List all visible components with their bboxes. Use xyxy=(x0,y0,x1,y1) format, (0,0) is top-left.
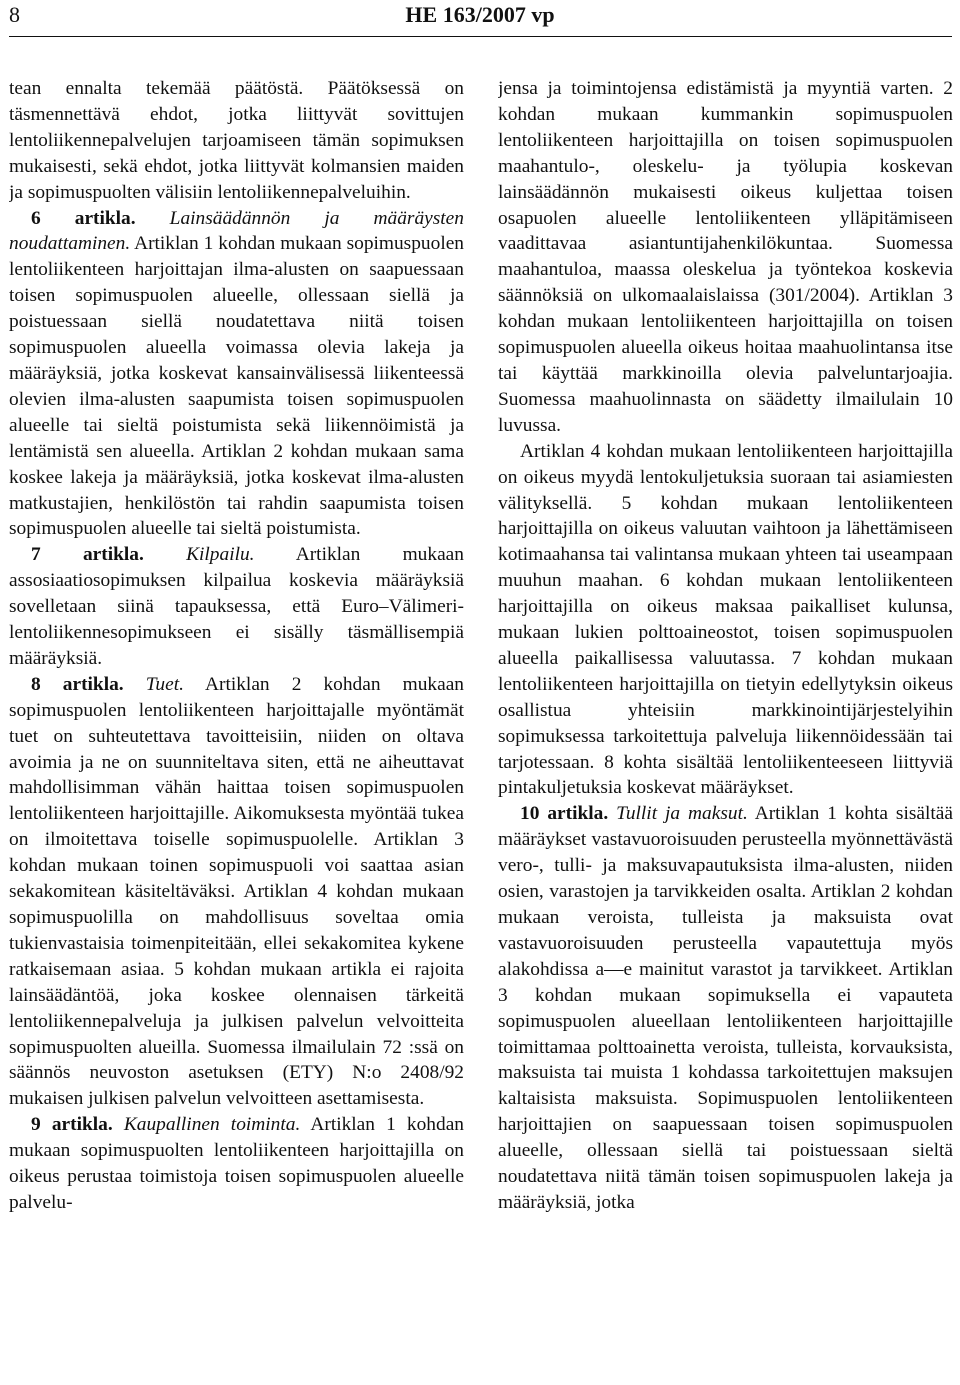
article-10-text: Artiklan 1 kohta sisältää määräykset vastavuoroisuuden perusteella myönnettävästä vero-, tulli- ja maksuvapautuksista ilma-alusten, niiden osien, varastojen ja tarvikkeiden osalta. Artiklan 2 kohdan mukaan veroista, tulleista ja maksuista ovat vastavuoroisuuden perusteella vapautettuja myös alakohdissa a—e mainitut varastot ja tarvikkeet. Artiklan 3 kohdan mukaan sopimuksella ei vapauteta sopimuspuolen alueellaan lentoliikenteen harjoittajille toimittamaa polttoainetta veroista, tulleista, korvauksista, maksuista tai muista 1 kohdassa tarkoitettujen maksujen kaltaisista maksuista. Sopimuspuolen lentoliikenteen harjoittajien on saapuessaan toisen sopimuspuolen alueelle, ollessaan siellä tai poistuessaan sieltä noudatettava niitä tämän toisen sopimuspuolen lakeja ja määräyksiä, jotka xyxy=(498,803,953,1213)
paragraph-continuation: jensa ja toimintojensa edistämistä ja myyntiä varten. 2 kohdan mukaan kummankin sopimuspuolen lentoliikenteen harjoittajilla on toisen sopimuspuolen maahantulo-, oleskelu- ja työlupia koskevan lainsäädännön mukaisesti oikeus kuljettaa toisen osapuolen alueelle lentoliikenteen ylläpitämiseen vaadittavaa asiantuntijahenkilökuntaa. Suomessa maahantuloa, maassa oleskelua ja työntekoa koskevia säännöksiä on ulkomaalaislaissa (301/2004). Artiklan 3 kohdan mukaan lentoliikenteen harjoittajilla on toisen sopimuspuolen alueella oikeus hoitaa maahuolintansa itse tai käyttää markkinoilla olevia palveluntarjoajia. Suomessa maahuolinnasta on säädetty ilmailulain 10 luvussa. xyxy=(498,78,953,436)
left-column xyxy=(9,76,464,1381)
page-number: 8 xyxy=(9,2,20,27)
article-7-paragraph xyxy=(9,542,464,672)
header-rule xyxy=(9,36,952,37)
article-6-paragraph xyxy=(9,206,464,543)
article-6-title: Lainsäädännön ja määräysten noudattaminen. xyxy=(9,207,464,255)
article-8-title: Tuet. xyxy=(145,673,184,695)
article-8-paragraph xyxy=(9,672,464,1112)
article-9-label: 9 artikla. xyxy=(31,1114,113,1136)
article-9-title: Kaupallinen toiminta. xyxy=(123,1114,301,1136)
article-10-paragraph xyxy=(498,801,953,1216)
article-8-label: 8 artikla. xyxy=(31,673,124,695)
article-7-title: Kilpailu. xyxy=(186,544,255,566)
article-9-text: Artiklan 1 kohdan mukaan sopimuspuolten lentoliikenteen harjoittajilla on oikeus perustaa toimistoja toisen sopimuspuolen alueelle palvelu- xyxy=(9,1114,464,1213)
article-8-text: Artiklan 2 kohdan mukaan sopimuspuolen lentoliikenteen harjoittajalle myöntämät tuet on suhteutettava tavoitteisiin, niiden on oltava avoimia ja ne on suunniteltava siten, että ne aiheuttavat mahdollisimman vähän haittaa toisen sopimuspuolen lentoliikenteen harjoittajille. Aikomuksesta myöntää tukea on ilmoitettava toiselle sopimuspuolelle. Artiklan 3 kohdan mukaan toinen sopimuspuoli voi saattaa asian sekakomitean käsiteltäväksi. Artiklan 4 kohdan mukaan sopimuspuolilla on mahdollisuus soveltaa omia tukienvastaisia toimenpiteitään, ellei sekakomitea kykene ratkaisemaan asiaa. 5 kohdan mukaan artikla ei rajoita lainsäädäntöä, joka koskee olennaisen tärkeitä lentoliikennepalveluja ja julkisen palvelun velvoitteita sopimuspuolten alueilla. Suomessa ilmailulain 72 :ssä on säännös neuvoston asetuksen (ETY) N:o 2408/92 mukaisen julkisen palvelun velvoitteen asettamisesta. xyxy=(9,673,464,1110)
article-10-label: 10 artikla. xyxy=(520,803,609,825)
page-header xyxy=(0,0,960,38)
article-6-text: Artiklan 1 kohdan mukaan sopimuspuolen lentoliikenteen harjoittajan ilma-alusten on saapuessaan toisen sopimuspuolen alueelle, ollessaan siellä ja poistuessaan siellä noudatettava niitä toisen sopimuspuolen alueella voimassa olevia lakeja ja määräyksiä, jotka koskevat kansainvälisessä liikenteessä olevien ilma-alusten saapumista toisen sopimuspuolen alueelle tai sieltä poistumista sekä liikennöimistä ja lentämistä sen alueella. Artiklan 2 kohdan mukaan sama koskee lakeja ja määräyksiä, jotka koskevat ilma-alusten matkustajien, henkilöstön tai rahdin saapumista toisen sopimuspuolen alueelle tai sieltä poistumista. xyxy=(9,233,464,540)
article-7-label: 7 artikla. xyxy=(31,544,144,566)
article-6-label: 6 artikla. xyxy=(31,207,136,229)
paragraph-intro: tean ennalta tekemää päätöstä. Päätöksessä on täsmennettävä ehdot, jotka liittyvät sovittujen lentoliikennepalvelujen tarjoamiseen tämän sopimuksen mukaisesti, sekä ehdot, jotka liittyvät kolmansien maiden ja sopimuspuolten välisiin lentoliikennepalveluihin. xyxy=(9,78,464,203)
document-id: HE 163/2007 vp xyxy=(405,2,555,27)
article-7-text: Artiklan mukaan assosiaatiosopimuksen kilpailua koskevia määräyksiä sovelletaan siinä tapauksessa, että Euro–Välimeri-lentoliikennesopimukseen ei sisälly täsmällisempiä määräyksiä. xyxy=(9,544,464,669)
right-column xyxy=(498,76,953,1381)
article-9-paragraph xyxy=(9,1112,464,1216)
article-10-title: Tullit ja maksut. xyxy=(616,803,748,825)
paragraph-article-9-continued: Artiklan 4 kohdan mukaan lentoliikenteen harjoittajilla on oikeus myydä lentokuljetuksia suoraan tai asiamiesten välityksellä. 5 kohdan mukaan lentoliikenteen harjoittajilla on oikeus valuutan vaihtoon ja lähettämiseen kotimaahansa tai valintansa mukaan yhteen tai useampaan muuhun maahan. 6 kohdan mukaan lentoliikenteen harjoittajilla on oikeus maksaa paikalliset kulunsa, mukaan lukien polttoaineostot, toisen sopimuspuolen alueella paikallisessa valuutassa. 7 kohdan mukaan lentoliikenteen harjoittajilla on tietyin edellytyksin oikeus osallistua yhteisiin markkinointijärjestelyihin sopimuksessa tarkoitettuja palveluja liikennöidessään tai tarjotessaan. 8 kohta sisältää lentoliikenteeseen liittyviä pintakuljetuksia koskevat määräykset. xyxy=(498,440,953,799)
